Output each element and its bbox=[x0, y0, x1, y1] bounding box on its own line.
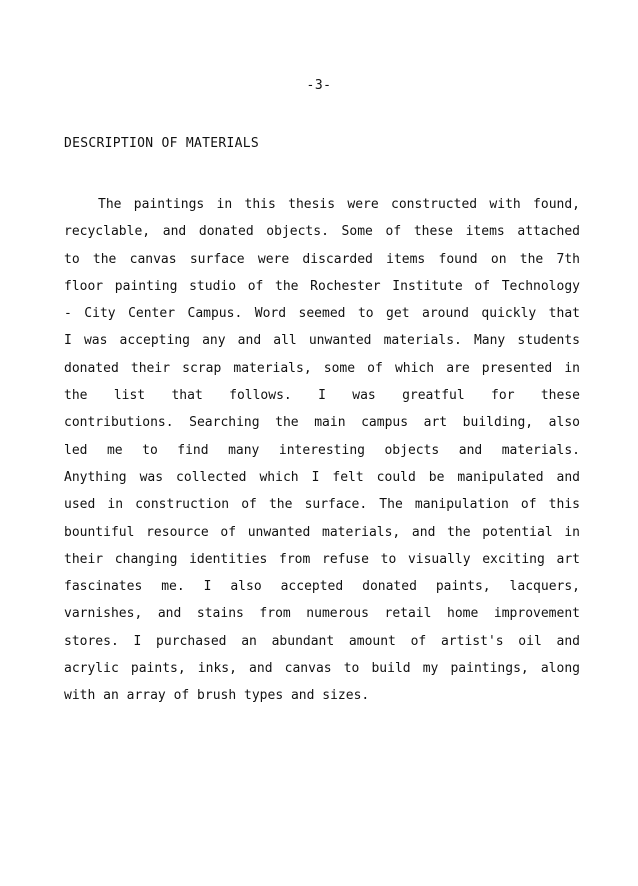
text-line: The paintings in this thesis were constructed with found, bbox=[98, 197, 580, 212]
text-line: their changing identities from refuse to visually exciting art bbox=[64, 551, 580, 567]
text-line: with an array of brush types and sizes. bbox=[64, 688, 370, 704]
page-number: -3- bbox=[306, 78, 332, 93]
text-line: bountiful resource of unwanted materials, and the potential in bbox=[64, 524, 580, 540]
text-line: stores. I purchased an abundant amount of artist's oil and bbox=[64, 633, 580, 649]
text-line: acrylic paints, inks, and canvas to build my paintings, along bbox=[64, 661, 580, 677]
text-line: Anything was collected which I felt could be manipulated and bbox=[64, 469, 580, 485]
text-line: led me to find many interesting objects and materials. bbox=[64, 442, 580, 458]
text-line: the list that follows. I was greatful for these bbox=[64, 388, 580, 404]
text-line: - City Center Campus. Word seemed to get around quickly that bbox=[64, 306, 580, 322]
text-line: floor painting studio of the Rochester Institute of Technology bbox=[64, 278, 580, 294]
text-line: to the canvas surface were discarded items found on the 7th bbox=[64, 251, 580, 267]
body-paragraph bbox=[64, 196, 580, 715]
text-line: I was accepting any and all unwanted materials. Many students bbox=[64, 333, 580, 349]
text-line: contributions. Searching the main campus art building, also bbox=[64, 415, 580, 431]
text-line: donated their scrap materials, some of which are presented in bbox=[64, 360, 580, 376]
text-line: recyclable, and donated objects. Some of these items attached bbox=[64, 224, 580, 240]
text-line: varnishes, and stains from numerous retail home improvement bbox=[64, 606, 580, 622]
text-line: used in construction of the surface. The manipulation of this bbox=[64, 497, 580, 513]
section-heading: DESCRIPTION OF MATERIALS bbox=[64, 136, 260, 151]
text-line: fascinates me. I also accepted donated paints, lacquers, bbox=[64, 579, 580, 595]
